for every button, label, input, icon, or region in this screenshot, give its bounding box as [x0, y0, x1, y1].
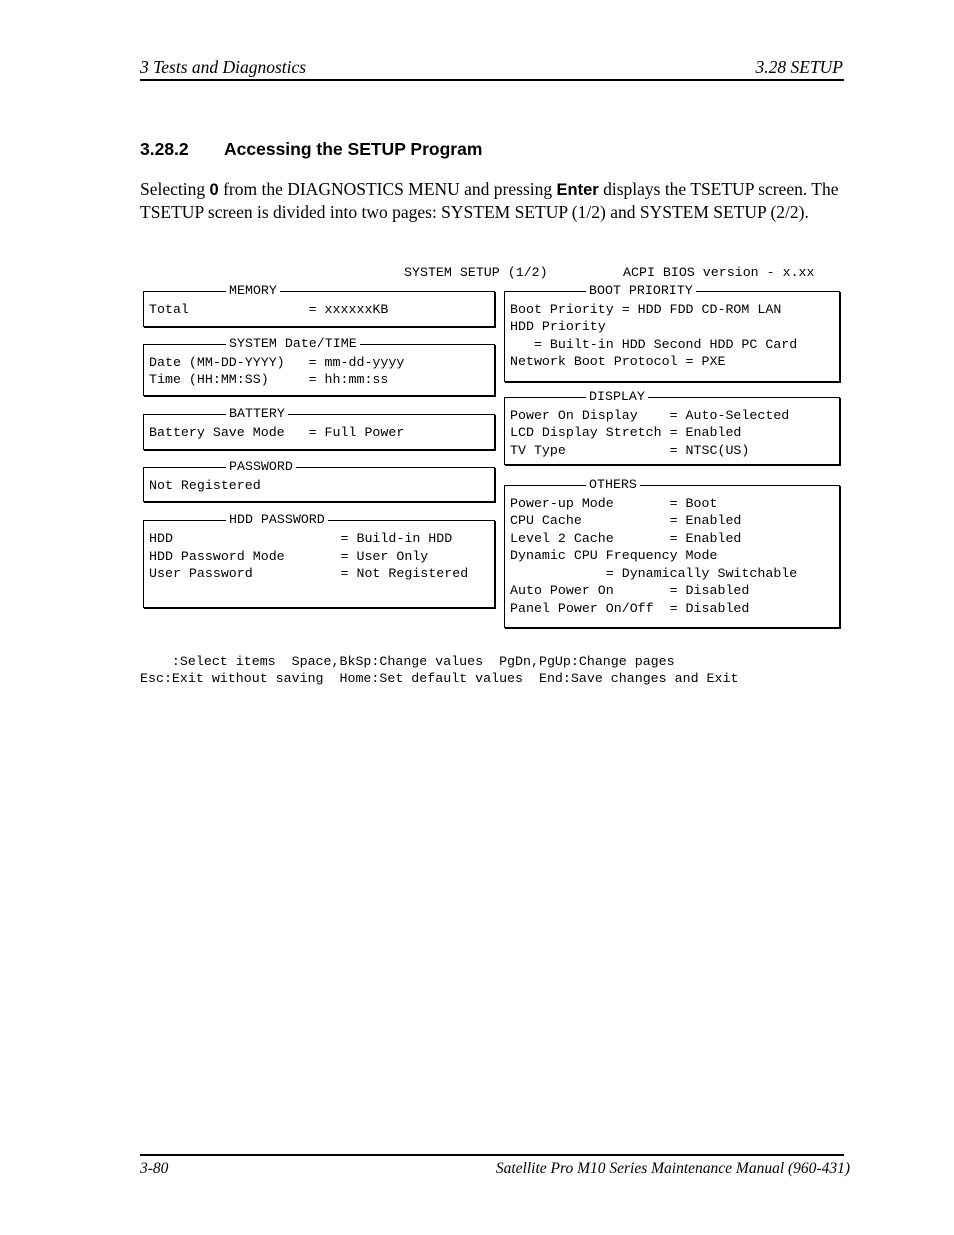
header-rule	[140, 79, 844, 81]
dynamic-cpu-row: Dynamic CPU Frequency Mode	[510, 548, 718, 563]
header-section: 3.28 SETUP	[755, 57, 843, 77]
header-chapter: 3 Tests and Diagnostics	[140, 57, 307, 77]
footer-rule	[140, 1154, 844, 1156]
tv-type-row: TV Type = NTSC(US)	[510, 443, 750, 458]
boot-priority-panel	[504, 283, 840, 382]
level2-cache-row: Level 2 Cache = Enabled	[510, 531, 742, 546]
section-title: Accessing the SETUP Program	[224, 139, 483, 159]
battery-save-mode: Battery Save Mode = Full Power	[149, 425, 405, 440]
help-line-2: Esc:Exit without saving Home:Set default values End:Save changes and Exit	[140, 671, 739, 686]
panel-power-row: Panel Power On/Off = Disabled	[510, 601, 750, 616]
display-label: DISPLAY	[586, 388, 648, 405]
intro-paragraph	[140, 179, 852, 223]
key-enter: Enter	[556, 181, 599, 199]
time-row: Time (HH:MM:SS) = hh:mm:ss	[149, 372, 389, 387]
key-zero: 0	[209, 181, 219, 199]
manual-title: Satellite Pro M10 Series Maintenance Manual (960-431)	[495, 1160, 850, 1177]
password-status: Not Registered	[149, 478, 261, 493]
paragraph-text: Selecting	[140, 179, 210, 199]
auto-power-on-row: Auto Power On = Disabled	[510, 583, 750, 598]
hdd-priority-row: HDD Priority	[510, 319, 606, 334]
boot-priority-label: BOOT PRIORITY	[586, 282, 696, 299]
hdd-password-label: HDD PASSWORD	[226, 511, 328, 528]
hdd-row: HDD = Build-in HDD	[149, 531, 453, 546]
boot-priority-row: Boot Priority = HDD FDD CD-ROM LAN	[510, 302, 782, 317]
power-up-mode-row: Power-up Mode = Boot	[510, 496, 718, 511]
memory-total: Total = xxxxxxKB	[149, 302, 389, 317]
others-panel	[504, 477, 840, 628]
password-label: PASSWORD	[226, 458, 296, 475]
battery-label: BATTERY	[226, 405, 288, 422]
lcd-stretch-row: LCD Display Stretch = Enabled	[510, 425, 742, 440]
hdd-priority-value: = Built-in HDD Second HDD PC Card	[510, 337, 798, 352]
paragraph-text: from the DIAGNOSTICS MENU and pressing	[218, 179, 557, 199]
setup-screen-title: SYSTEM SETUP (1/2)	[404, 265, 548, 280]
display-panel	[504, 389, 840, 465]
page-number: 3-80	[140, 1160, 169, 1177]
battery-panel	[143, 406, 495, 450]
others-label: OTHERS	[586, 476, 640, 493]
dynamic-cpu-value: = Dynamically Switchable	[510, 566, 798, 581]
date-row: Date (MM-DD-YYYY) = mm-dd-yyyy	[149, 355, 405, 370]
cpu-cache-row: CPU Cache = Enabled	[510, 513, 742, 528]
paragraph-text: displays the TSETUP screen. The TSETUP screen is divided into two pages: SYSTEM SETUP (1/2) and SYSTEM SETUP (2/2).	[140, 179, 839, 222]
power-on-display-row: Power On Display = Auto-Selected	[510, 408, 790, 423]
section-number: 3.28.2	[140, 139, 189, 159]
bios-version: ACPI BIOS version - x.xx	[623, 265, 815, 280]
user-password-row: User Password = Not Registered	[149, 566, 469, 581]
network-boot-row: Network Boot Protocol = PXE	[510, 354, 726, 369]
hdd-password-panel	[143, 512, 495, 608]
datetime-panel	[143, 336, 495, 396]
datetime-label: SYSTEM Date/TIME	[226, 335, 360, 352]
memory-label: MEMORY	[226, 282, 280, 299]
password-panel	[143, 459, 495, 502]
hdd-password-mode-row: HDD Password Mode = User Only	[149, 549, 429, 564]
help-line-1: :Select items Space,BkSp:Change values PgDn,PgUp:Change pages	[140, 654, 675, 669]
memory-panel	[143, 283, 495, 327]
